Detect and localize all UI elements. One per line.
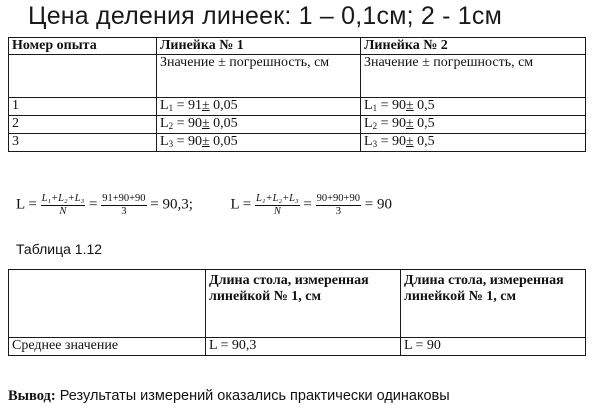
average-value-2: L = 90 — [401, 338, 586, 356]
fraction-symbolic-1: $\frac{\text{L₁+L₂+L₃}}{N}$ — [41, 193, 85, 217]
formula-equals-1: = — [85, 196, 102, 213]
fraction-symbolic-2: $\frac{\text{L₁+L₂+L₃}}{N}$ — [256, 193, 299, 217]
formula-equals-2: = — [299, 196, 316, 213]
average-table — [8, 269, 586, 356]
average-formula — [16, 192, 392, 218]
average-value-1: L = 90,3 — [206, 338, 401, 356]
row-number: 2 — [9, 116, 157, 134]
table-header-row — [9, 38, 586, 55]
conclusion-text: Результаты измерений оказались практически одинаковы — [55, 388, 450, 404]
formula-lhs-2: L = — [230, 196, 256, 213]
fraction-numeric-1: $\frac{91+90+90}{3}$ — [102, 193, 146, 217]
table-row — [9, 116, 586, 134]
ruler-1-value: $L_2 = 90\pm 0,05$ — [157, 116, 361, 134]
formula-lhs-1: L = — [16, 196, 41, 213]
row-label-average: Среднее значение — [9, 338, 206, 356]
conclusion-label: Вывод: — [8, 388, 56, 404]
header-empty — [9, 270, 206, 338]
row-number: 3 — [9, 134, 157, 152]
table-row — [9, 98, 586, 116]
header-length-ruler-1-second: Длина стола, измеренная линейкой № 1, см — [401, 270, 586, 338]
header-length-ruler-1: Длина стола, измеренная линейкой № 1, см — [206, 270, 401, 338]
table-caption: Таблица 1.12 — [16, 241, 103, 257]
conclusion — [8, 388, 450, 405]
ruler-2-value: $L_2 = 90\pm 0,5$ — [361, 116, 586, 134]
table-header-row — [9, 270, 586, 338]
header-ruler-1: Линейка № 1 — [157, 38, 361, 55]
table-subheader-row — [9, 55, 586, 98]
measurements-table — [8, 37, 586, 152]
subheader-ruler-2: Значение ± погрешность, см — [361, 55, 586, 98]
formula-result-1: = 90,3; — [146, 196, 193, 213]
table-row — [9, 338, 586, 356]
header-ruler-2: Линейка № 2 — [361, 38, 586, 55]
page-heading: Цена деления линеек: 1 – 0,1см; 2 - 1см — [28, 2, 502, 30]
subheader-empty — [9, 55, 157, 98]
table-row — [9, 134, 586, 152]
subheader-ruler-1: Значение ± погрешность, см — [157, 55, 361, 98]
ruler-2-value: $L_3 = 90\pm 0,5$ — [361, 134, 586, 152]
ruler-1-value: $L_1 = 91\pm 0,05$ — [157, 98, 361, 116]
header-experiment-number: Номер опыта — [9, 38, 157, 55]
fraction-numeric-2: $\frac{90+90+90}{3}$ — [316, 193, 360, 217]
ruler-2-value: $L_1 = 90\pm 0,5$ — [361, 98, 586, 116]
row-number: 1 — [9, 98, 157, 116]
formula-result-2: = 90 — [360, 196, 392, 213]
ruler-1-value: $L_3 = 90\pm 0,05$ — [157, 134, 361, 152]
